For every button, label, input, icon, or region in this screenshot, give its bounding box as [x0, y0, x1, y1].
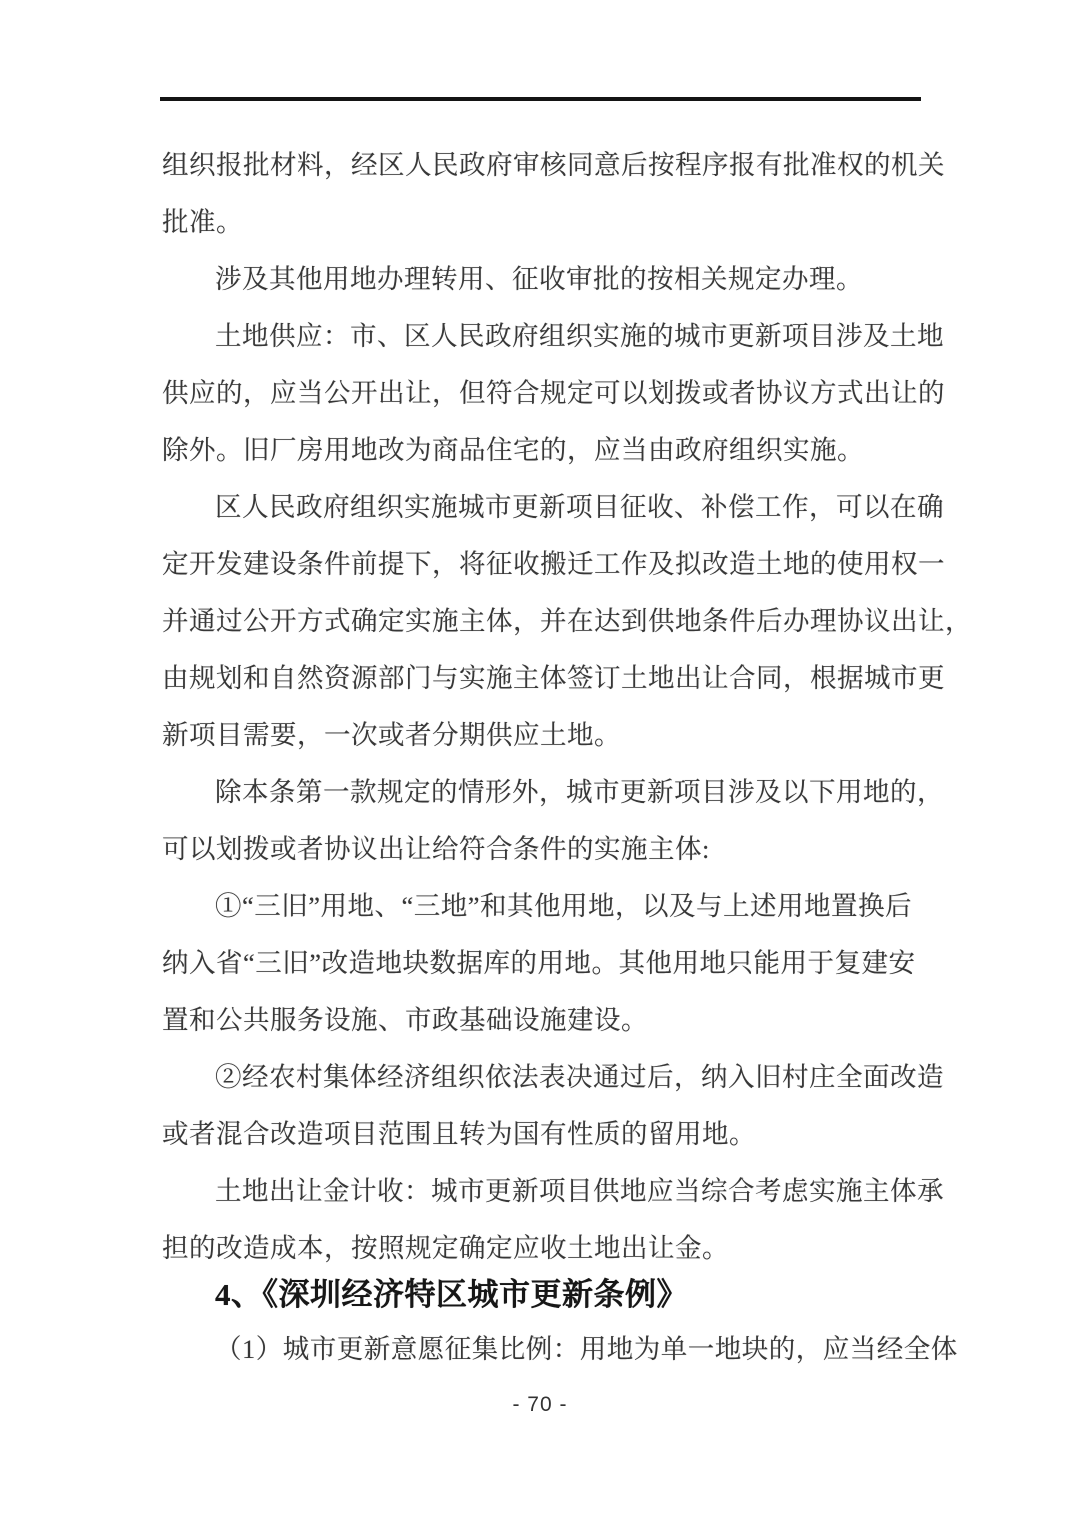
document-line: 置和公共服务设施、市政基础设施建设。 — [162, 1005, 648, 1035]
section-heading: 4、《深圳经济特区城市更新条例》 — [215, 1277, 688, 1312]
document-line: 供应的，应当公开出让，但符合规定可以划拨或者协议方式出让的 — [162, 378, 945, 408]
document-line: 区人民政府组织实施城市更新项目征收、补偿工作，可以在确 — [215, 492, 944, 522]
document-body — [162, 148, 972, 1389]
document-line: 由规划和自然资源部门与实施主体签订土地出让合同，根据城市更 — [162, 663, 945, 693]
document-line: （1）城市更新意愿征集比例：用地为单一地块的，应当经全体 — [215, 1334, 958, 1364]
document-line: ②经农村集体经济组织依法表决通过后，纳入旧村庄全面改造 — [215, 1062, 944, 1092]
page-number: - 70 - — [512, 1393, 568, 1416]
document-line: ①“三旧”用地、“三地”和其他用地，以及与上述用地置换后 — [215, 891, 913, 921]
document-line: 新项目需要，一次或者分期供应土地。 — [162, 720, 621, 750]
header-rule — [160, 97, 921, 101]
document-line: 土地供应：市、区人民政府组织实施的城市更新项目涉及土地 — [215, 321, 944, 351]
document-line: 土地出让金计收：城市更新项目供地应当综合考虑实施主体承 — [215, 1176, 944, 1206]
document-line: 可以划拨或者协议出让给符合条件的实施主体: — [162, 834, 710, 864]
document-line: 批准。 — [162, 207, 243, 237]
document-line: 纳入省“三旧”改造地块数据库的用地。其他用地只能用于复建安 — [162, 948, 916, 978]
document-line: 组织报批材料，经区人民政府审核同意后按程序报有批准权的机关 — [162, 150, 945, 180]
document-line: 定开发建设条件前提下，将征收搬迁工作及拟改造土地的使用权一 — [162, 549, 945, 579]
document-line: 担的改造成本，按照规定确定应收土地出让金。 — [162, 1233, 729, 1263]
document-line: 除外。旧厂房用地改为商品住宅的，应当由政府组织实施。 — [162, 435, 864, 465]
document-line: 除本条第一款规定的情形外，城市更新项目涉及以下用地的， — [215, 777, 944, 807]
document-line: 涉及其他用地办理转用、征收审批的按相关规定办理。 — [215, 264, 863, 294]
document-line: 或者混合改造项目范围且转为国有性质的留用地。 — [162, 1119, 756, 1149]
document-line: 并通过公开方式确定实施主体，并在达到供地条件后办理协议出让， — [162, 606, 972, 636]
